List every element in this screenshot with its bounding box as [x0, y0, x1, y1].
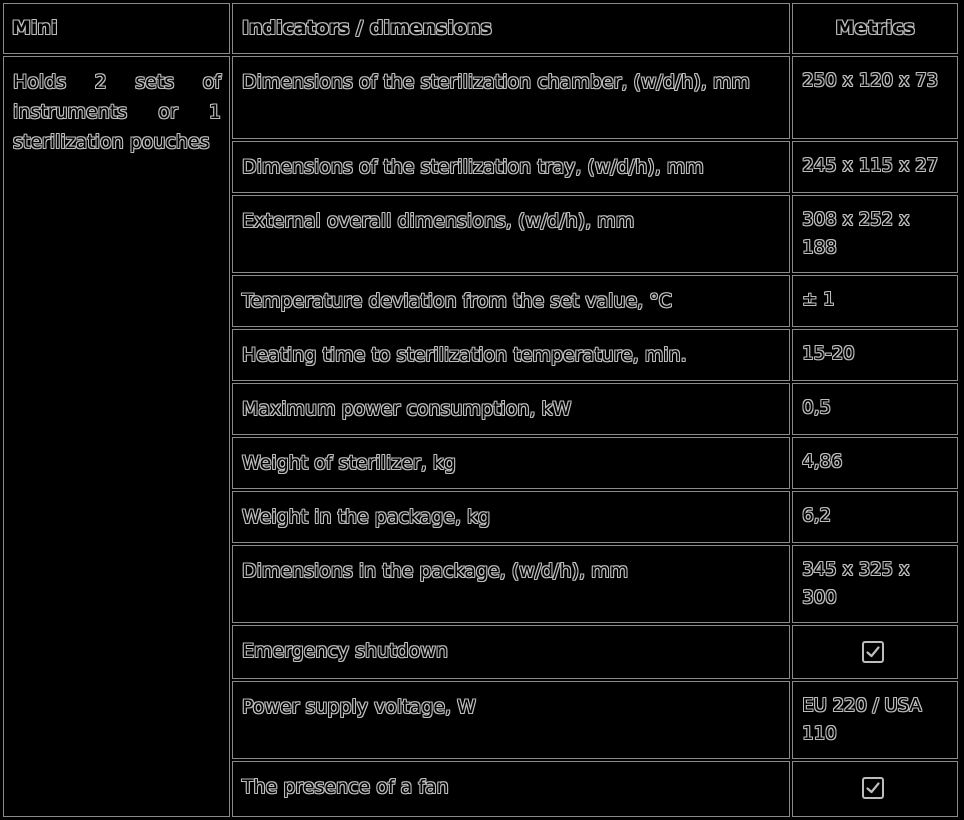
metric-cell: [792, 625, 958, 679]
table-header-row: [3, 3, 958, 54]
metric-cell: 250 x 120 x 73: [792, 56, 958, 139]
indicator-cell: Weight in the package, kg: [232, 491, 790, 543]
header-indicators: Indicators / dimensions: [232, 3, 790, 54]
metric-cell: ± 1: [792, 275, 958, 327]
header-model: Mini: [3, 3, 230, 54]
indicator-cell: External overall dimensions, (w/d/h), mm: [232, 195, 790, 273]
indicator-cell: Emergency shutdown: [232, 625, 790, 679]
metric-cell: 4,86: [792, 437, 958, 489]
metric-cell: 308 x 252 x 188: [792, 195, 958, 273]
metric-cell: 6,2: [792, 491, 958, 543]
metric-cell: [792, 761, 958, 817]
model-description: Holds 2 sets of instruments or 1 sterilization pouches: [3, 56, 230, 817]
specifications-table: [1, 1, 960, 819]
checkbox-checked-icon: [861, 640, 885, 668]
indicator-cell: The presence of a fan: [232, 761, 790, 817]
indicator-cell: Maximum power consumption, kW: [232, 383, 790, 435]
header-metrics: Metrics: [792, 3, 958, 54]
indicator-cell: Power supply voltage, W: [232, 681, 790, 759]
indicator-cell: Heating time to sterilization temperature, min.: [232, 329, 790, 381]
metric-cell: EU 220 / USA 110: [792, 681, 958, 759]
metric-cell: 345 x 325 x 300: [792, 545, 958, 623]
indicator-cell: Dimensions of the sterilization tray, (w/d/h), mm: [232, 141, 790, 193]
metric-cell: 245 x 115 x 27: [792, 141, 958, 193]
indicator-cell: Weight of sterilizer, kg: [232, 437, 790, 489]
indicator-cell: Dimensions in the package, (w/d/h), mm: [232, 545, 790, 623]
metric-cell: 0,5: [792, 383, 958, 435]
metric-cell: 15-20: [792, 329, 958, 381]
indicator-cell: Temperature deviation from the set value, °C: [232, 275, 790, 327]
checkbox-checked-icon: [861, 776, 885, 804]
table-row: [3, 56, 958, 139]
indicator-cell: Dimensions of the sterilization chamber, (w/d/h), mm: [232, 56, 790, 139]
